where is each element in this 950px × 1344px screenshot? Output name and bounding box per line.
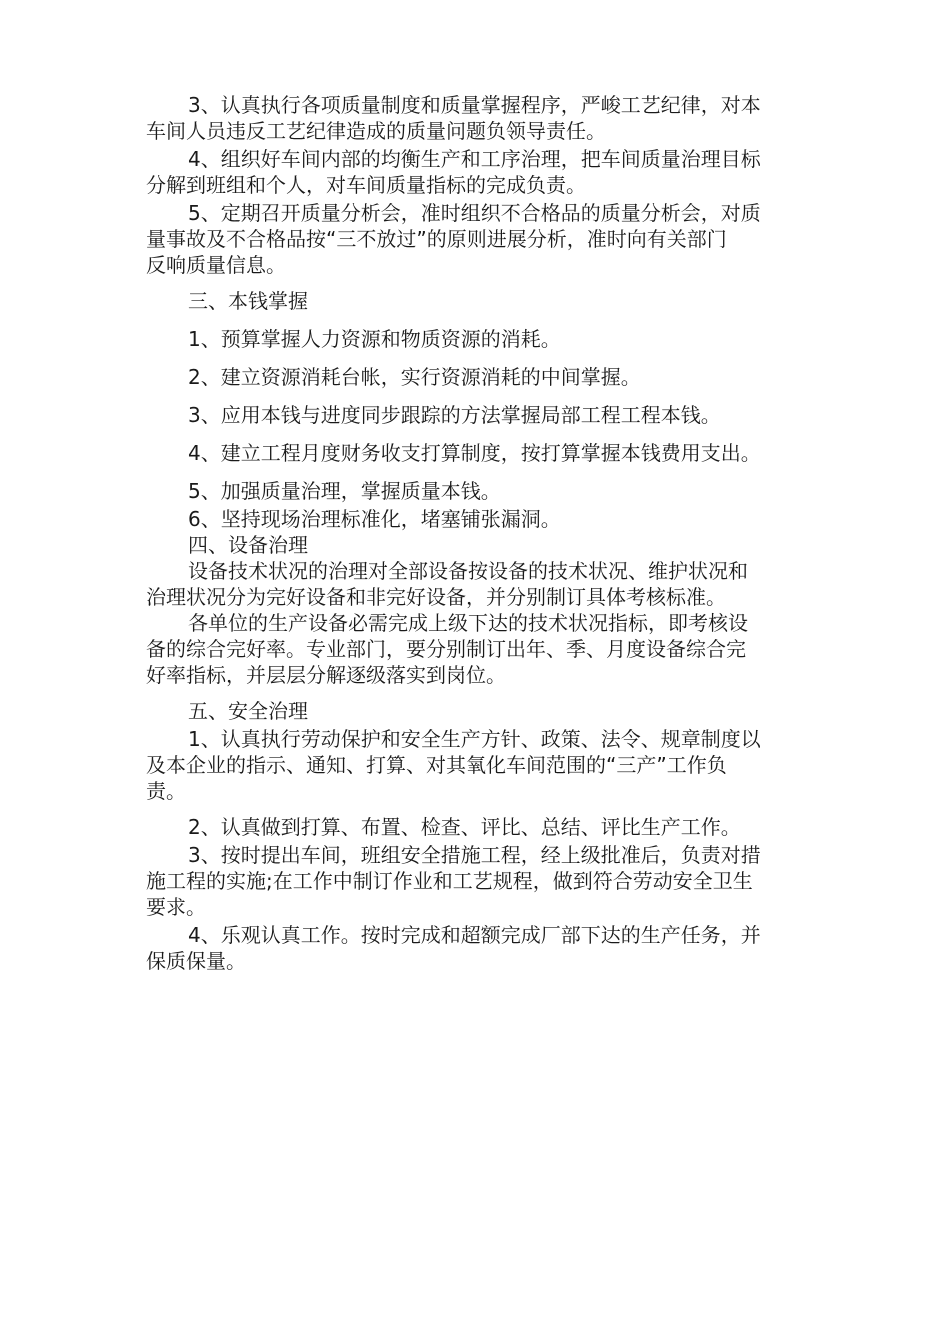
paragraph-equipment-1: 设备技术状况的治理对全部设备按设备的技术状况、维护状况和 治理状况分为完好设备和非完好设备，并分别制订具体考核标准。 bbox=[146, 559, 748, 609]
paragraph-quality-3: 3、认真执行各项质量制度和质量掌握程序，严峻工艺纪律，对本 车间人员违反工艺纪律造成的质量问题负领导责任。 bbox=[146, 93, 761, 143]
paragraph-safety-4: 4、乐观认真工作。按时完成和超额完成厂部下达的生产任务，并 保质保量。 bbox=[146, 923, 761, 973]
paragraph-cost-1: 1、预算掌握人力资源和物质资源的消耗。 bbox=[188, 327, 561, 351]
paragraph-cost-3: 3、应用本钱与进度同步跟踪的方法掌握局部工程工程本钱。 bbox=[188, 403, 721, 427]
paragraph-cost-2: 2、建立资源消耗台帐，实行资源消耗的中间掌握。 bbox=[188, 365, 641, 389]
paragraph-equipment-2: 各单位的生产设备必需完成上级下达的技术状况指标，即考核设 备的综合完好率。专业部门，要分别制订出年、季、月度设备综合完 好率指标，并层层分解逐级落实到岗位。 bbox=[146, 611, 748, 687]
heading-safety-management: 五、安全治理 bbox=[188, 699, 308, 723]
paragraph-quality-5: 5、定期召开质量分析会，准时组织不合格品的质量分析会，对质 量事故及不合格品按“三不放过”的原则进展分析，准时向有关部门 反响质量信息。 bbox=[146, 201, 761, 277]
paragraph-cost-6: 6、坚持现场治理标准化，堵塞铺张漏洞。 bbox=[188, 507, 561, 531]
paragraph-quality-4: 4、组织好车间内部的均衡生产和工序治理，把车间质量治理目标 分解到班组和个人，对车间质量指标的完成负责。 bbox=[146, 147, 761, 197]
heading-cost-control: 三、本钱掌握 bbox=[188, 289, 308, 313]
paragraph-cost-4: 4、建立工程月度财务收支打算制度，按打算掌握本钱费用支出。 bbox=[188, 441, 761, 465]
heading-equipment-management: 四、设备治理 bbox=[188, 533, 308, 557]
document-body bbox=[146, 92, 810, 974]
paragraph-safety-2: 2、认真做到打算、布置、检查、评比、总结、评比生产工作。 bbox=[188, 815, 741, 839]
paragraph-cost-5: 5、加强质量治理，掌握质量本钱。 bbox=[188, 479, 501, 503]
paragraph-safety-1: 1、认真执行劳动保护和安全生产方针、政策、法令、规章制度以 及本企业的指示、通知、打算、对其氧化车间范围的“三产”工作负 责。 bbox=[146, 727, 761, 803]
paragraph-safety-3: 3、按时提出车间，班组安全措施工程，经上级批准后，负责对措 施工程的实施;在工作中制订作业和工艺规程，做到符合劳动安全卫生 要求。 bbox=[146, 843, 761, 919]
